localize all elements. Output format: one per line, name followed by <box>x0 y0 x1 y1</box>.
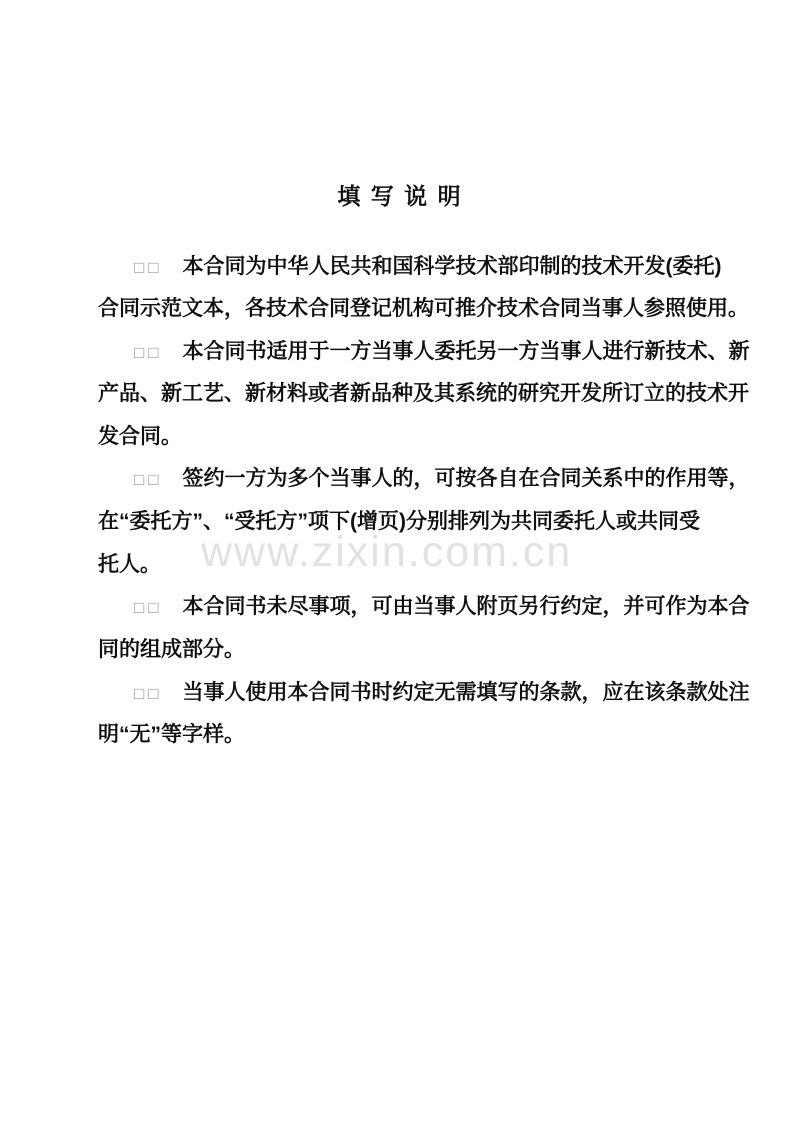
line-text: 合同示范文本，各技术合同登记机构可推介技术合同当事人参照使用。 <box>98 297 749 320</box>
paragraph-line <box>134 341 750 362</box>
paragraph-line <box>134 468 750 489</box>
line-text: 签约一方为多个当事人的，可按各自在合同关系中的作用等， <box>182 467 750 490</box>
line-text: 本合同为中华人民共和国科学技术部印制的技术开发(委托) <box>182 255 722 278</box>
paragraph-line <box>134 682 750 703</box>
line-text: 托人。 <box>98 553 161 576</box>
paragraph-line <box>98 639 245 660</box>
line-text: 当事人使用本合同书时约定无需填写的条款，应在该条款处注 <box>182 681 750 704</box>
missing-glyph-marker: □□ <box>134 343 163 362</box>
missing-glyph-marker: □□ <box>134 684 163 703</box>
paragraph-line <box>98 511 700 532</box>
line-text: 同的组成部分。 <box>98 638 245 661</box>
paragraph-line <box>98 298 749 319</box>
line-text: 明“无”等字样。 <box>98 723 245 746</box>
missing-glyph-marker: □□ <box>134 258 163 277</box>
paragraph-line <box>134 256 722 277</box>
paragraph-line <box>98 383 749 404</box>
line-text: 发合同。 <box>98 425 182 448</box>
missing-glyph-marker: □□ <box>134 598 163 617</box>
paragraph-line <box>134 596 750 617</box>
page-title: 填 写 说 明 <box>337 183 463 209</box>
missing-glyph-marker: □□ <box>134 470 163 489</box>
line-text: 本合同书适用于一方当事人委托另一方当事人进行新技术、新 <box>182 340 750 363</box>
line-text: 本合同书未尽事项，可由当事人附页另行约定，并可作为本合 <box>182 595 750 618</box>
watermark-text: www.zixin.com.cn <box>201 528 573 576</box>
paragraph-line <box>98 724 245 745</box>
line-text: 产品、新工艺、新材料或者新品种及其系统的研究开发所订立的技术开 <box>98 382 749 405</box>
paragraph-line <box>98 426 182 447</box>
line-text: 在“委托方”、“受托方”项下(增页)分别排列为共同委托人或共同受 <box>98 510 700 533</box>
paragraph-line <box>98 554 161 575</box>
